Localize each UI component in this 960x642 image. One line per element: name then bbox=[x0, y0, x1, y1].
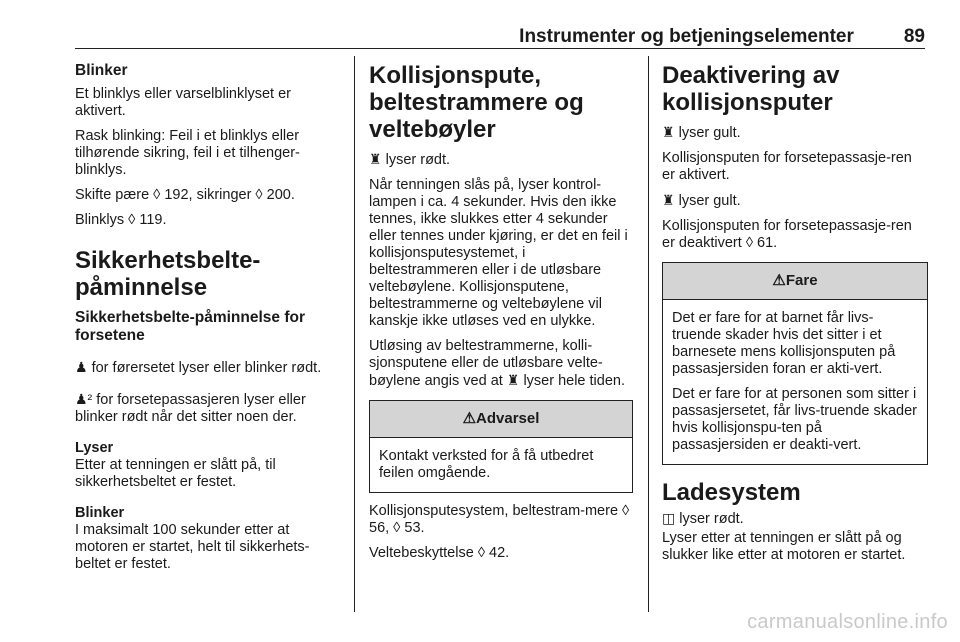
blinker-2-heading: Blinker bbox=[75, 505, 125, 521]
warning-box bbox=[369, 400, 633, 493]
airbag-off-description: Kollisjonsputen for forsetepassasje-ren er deaktivert ◊ 61. bbox=[662, 218, 912, 251]
airbag-description: Når tenningen slås på, lyser kontrol-lampen i ca. 4 sekunder. Hvis den ikke tennes, ikke slukkes etter 4 sekunder eller tennes under kjøring, er det en feil i kollisjonsputesystemet, i beltestrammeren eller i de utløsbare veltebøylene. Kollisjonsputene, beltestrammerne og veltebøylene vil kanskje ikke utløses ved en ulykke. bbox=[369, 177, 628, 329]
warning-box-body bbox=[370, 438, 632, 492]
seatbelt-driver-icon: ♟ bbox=[75, 359, 88, 375]
danger-text-1: Det er fare for at barnet får livs-truende skader hvis det sitter i et barnesete mens kollisjonsputen på passasjersiden foran er akti-vert. bbox=[672, 310, 896, 377]
seatbelt-passenger-text: for forsetepassasjeren lyser eller blinker rødt når det sitter noen der. bbox=[75, 392, 306, 425]
bulb-fuse-reference: Skifte pære ◊ 192, sikringer ◊ 200. bbox=[75, 187, 295, 203]
column-3 bbox=[662, 62, 928, 572]
danger-box-body bbox=[663, 300, 927, 464]
battery-lamp-text: lyser rødt. bbox=[679, 511, 744, 527]
lyser-heading: Lyser bbox=[75, 440, 114, 456]
danger-text-2: Det er fare for at personen som sitter i passasjersetet, får livs-truende skader hvis kollisjonspu-ten på passasjersiden er deakti-vert. bbox=[672, 386, 917, 453]
seatbelt-driver-text: for førersetet lyser eller blinker rødt. bbox=[91, 360, 322, 376]
airbag-lamp-text: lyser rødt. bbox=[385, 152, 451, 168]
danger-triangle-icon: ⚠ bbox=[772, 272, 786, 289]
blinker-2-text: I maksimalt 100 sekunder etter at motoren er startet, helt til sikkerhets-beltet er festet. bbox=[75, 522, 310, 572]
page-number: 89 bbox=[903, 26, 925, 47]
airbag-on-text: lyser gult. bbox=[678, 125, 741, 141]
airbag-off-text: lyser gult. bbox=[678, 193, 741, 209]
warning-title: Advarsel bbox=[476, 410, 540, 427]
airbag-icon: ♜ bbox=[369, 151, 382, 167]
blinker-heading: Blinker bbox=[75, 62, 128, 79]
airbag-deploy-text: Utløsing av beltestrammerne, kolli-sjonsputene eller de utløsbare velte-bøylene angis ved at bbox=[369, 338, 603, 389]
chapter-title: Instrumenter og betjeningselementer bbox=[519, 26, 854, 47]
column-2 bbox=[369, 62, 633, 570]
charging-system-description: Lyser etter at tenningen er slått på og slukker like etter at motoren er startet. bbox=[662, 530, 906, 563]
lyser-text: Etter at tenningen er slått på, til sikkerhetsbeltet er festet. bbox=[75, 457, 276, 490]
danger-box bbox=[662, 262, 928, 465]
warning-box-header bbox=[370, 401, 632, 438]
seatbelt-front-heading: Sikkerhetsbelte-påminnelse for forsetene bbox=[75, 309, 305, 344]
battery-icon: ◫ bbox=[662, 510, 676, 526]
column-divider-1 bbox=[354, 56, 355, 612]
airbag-heading: Kollisjonspute, beltestrammere og veltebøyler bbox=[369, 62, 584, 143]
airbag-deploy-text-2: lyser hele tiden. bbox=[523, 373, 625, 389]
turn-signal-reference: Blinklys ◊ 119. bbox=[75, 212, 167, 228]
airbag-deactivation-heading: Deaktivering av kollisjonsputer bbox=[662, 62, 840, 116]
airbag-off-icon: ♜ bbox=[662, 192, 675, 208]
column-divider-2 bbox=[648, 56, 649, 612]
airbag-system-reference: Kollisjonsputesystem, beltestram-mere ◊ 56, ◊ 53. bbox=[369, 503, 630, 536]
rollover-reference: Veltebeskyttelse ◊ 42. bbox=[369, 545, 510, 561]
warning-text: Kontakt verksted for å få utbedret feilen omgående. bbox=[379, 448, 594, 481]
airbag-on-description: Kollisjonsputen for forsetepassasje-ren er aktivert. bbox=[662, 150, 912, 183]
blinker-text-2: Rask blinking: Feil i et blinklys eller tilhørende sikring, feil i et tilhenger-blinklys. bbox=[75, 128, 300, 178]
charging-system-heading: Ladesystem bbox=[662, 479, 801, 506]
watermark: carmanualsonline.info bbox=[747, 611, 948, 633]
header-rule bbox=[75, 48, 925, 49]
airbag-icon-inline: ♜ bbox=[506, 372, 520, 388]
danger-box-header bbox=[663, 263, 927, 300]
page-header bbox=[75, 26, 925, 48]
seatbelt-passenger-icon: ♟² bbox=[75, 391, 93, 407]
seatbelt-reminder-heading: Sikkerhetsbelte-påminnelse bbox=[75, 247, 261, 301]
blinker-text-1: Et blinklys eller varselblinklyset er aktivert. bbox=[75, 86, 291, 119]
airbag-on-icon: ♜ bbox=[662, 124, 675, 140]
warning-triangle-icon: ⚠ bbox=[462, 410, 477, 427]
danger-title: Fare bbox=[785, 272, 818, 289]
column-1 bbox=[75, 62, 343, 581]
